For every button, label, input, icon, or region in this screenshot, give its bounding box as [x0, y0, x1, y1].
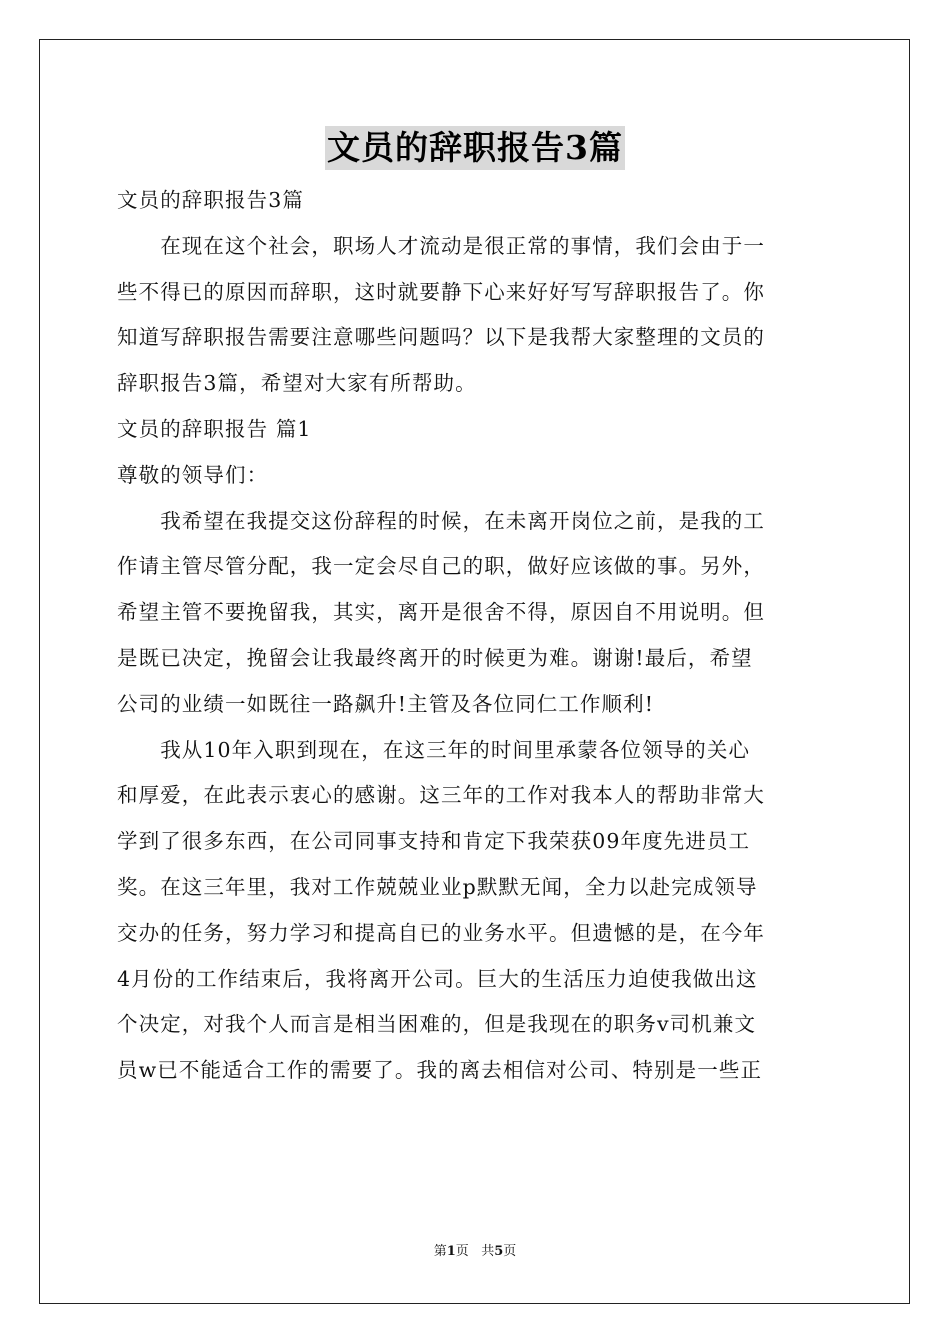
subtitle-line: 文员的辞职报告3篇 — [117, 188, 304, 212]
paragraph-line: 在现在这个社会，职场人才流动是很正常的事情，我们会由于一 — [117, 233, 765, 258]
paragraph-line: 和厚爱，在此表示衷心的感谢。这三年的工作对我本人的帮助非常大 — [117, 783, 765, 808]
page-suffix: 页 — [455, 1244, 469, 1259]
current-page-number: 1 — [446, 1244, 456, 1259]
paragraph-line: 我从10年入职到现在，在这三年的时间里承蒙各位领导的关心 — [117, 737, 751, 762]
title-container — [0, 126, 950, 170]
paragraph-line: 奖。在这三年里，我对工作兢兢业业p默默无闻，全力以赴完成领导 — [117, 874, 758, 899]
total-page-number: 5 — [494, 1244, 504, 1259]
total-prefix: 共 — [481, 1244, 495, 1259]
paragraph-line: 希望主管不要挽留我，其实，离开是很舍不得，原因自不用说明。但 — [117, 600, 765, 625]
paragraph-line: 知道写辞职报告需要注意哪些问题吗？以下是我帮大家整理的文员的 — [117, 325, 765, 350]
page-prefix: 第 — [433, 1244, 447, 1259]
document-body — [117, 178, 833, 1094]
section-heading: 文员的辞职报告 篇1 — [117, 416, 312, 441]
paragraph-line: 学到了很多东西，在公司同事支持和肯定下我荣获09年度先进员工 — [117, 829, 751, 854]
paragraph-line: 辞职报告3篇，希望对大家有所帮助。 — [117, 371, 477, 396]
total-suffix: 页 — [503, 1244, 517, 1259]
paragraph-line: 4月份的工作结束后，我将离开公司。巨大的生活压力迫使我做出这 — [117, 966, 758, 991]
paragraph-line: 交办的任务，努力学习和提高自已的业务水平。但遗憾的是，在今年 — [117, 920, 765, 945]
paragraph-line: 我希望在我提交这份辞程的时候，在未离开岗位之前，是我的工 — [117, 508, 765, 533]
paragraph-line: 公司的业绩一如既往一路飙升!主管及各位同仁工作顺利! — [117, 691, 655, 716]
page-footer — [0, 1242, 950, 1262]
salutation-line: 尊敬的领导们： — [117, 462, 269, 487]
paragraph-line: 作请主管尽管分配，我一定会尽自己的职，做好应该做的事。另外， — [117, 554, 765, 579]
paragraph-line: 个决定，对我个人而言是相当困难的，但是我现在的职务v司机兼文 — [117, 1012, 757, 1037]
document-title: 文员的辞职报告3篇 — [325, 126, 625, 170]
paragraph-line: 员w已不能适合工作的需要了。我的离去相信对公司、特别是一些正 — [117, 1058, 763, 1083]
paragraph-line: 些不得已的原因而辞职，这时就要静下心来好好写写辞职报告了。你 — [117, 279, 765, 304]
paragraph-line: 是既已决定，挽留会让我最终离开的时候更为难。谢谢!最后，希望 — [117, 645, 753, 670]
